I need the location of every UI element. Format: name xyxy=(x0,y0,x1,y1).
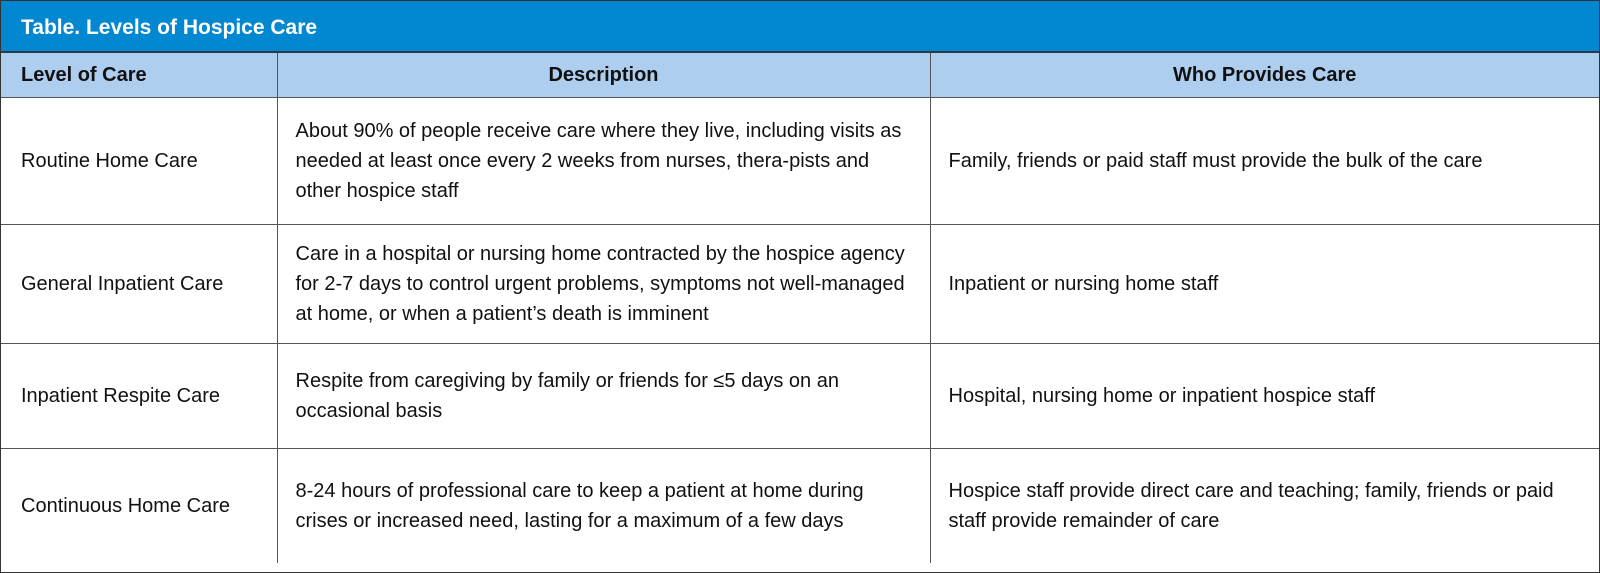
provider-cell: Inpatient or nursing home staff xyxy=(930,225,1599,344)
header-provider: Who Provides Care xyxy=(930,53,1599,98)
table-row xyxy=(1,225,1599,344)
description-cell: 8-24 hours of professional care to keep a patient at home during crises or increased need, lasting for a maximum of a few days xyxy=(277,449,930,564)
table-row xyxy=(1,449,1599,564)
description-cell: Care in a hospital or nursing home contracted by the hospice agency for 2-7 days to control urgent problems, symptoms not well-managed at home, or when a patient’s death is imminent xyxy=(277,225,930,344)
table-row xyxy=(1,98,1599,225)
table-title: Table. Levels of Hospice Care xyxy=(1,1,1599,53)
provider-cell: Hospital, nursing home or inpatient hospice staff xyxy=(930,344,1599,449)
header-row xyxy=(1,53,1599,98)
description-cell: Respite from caregiving by family or friends for ≤5 days on an occasional basis xyxy=(277,344,930,449)
description-cell: About 90% of people receive care where they live, including visits as needed at least once every 2 weeks from nurses, thera-pists and other hospice staff xyxy=(277,98,930,225)
header-level: Level of Care xyxy=(1,53,277,98)
level-cell: Inpatient Respite Care xyxy=(1,344,277,449)
level-cell: General Inpatient Care xyxy=(1,225,277,344)
table xyxy=(1,53,1599,563)
level-cell: Routine Home Care xyxy=(1,98,277,225)
provider-cell: Hospice staff provide direct care and teaching; family, friends or paid staff provide remainder of care xyxy=(930,449,1599,564)
table-row xyxy=(1,344,1599,449)
provider-cell: Family, friends or paid staff must provide the bulk of the care xyxy=(930,98,1599,225)
level-cell: Continuous Home Care xyxy=(1,449,277,564)
header-description: Description xyxy=(277,53,930,98)
